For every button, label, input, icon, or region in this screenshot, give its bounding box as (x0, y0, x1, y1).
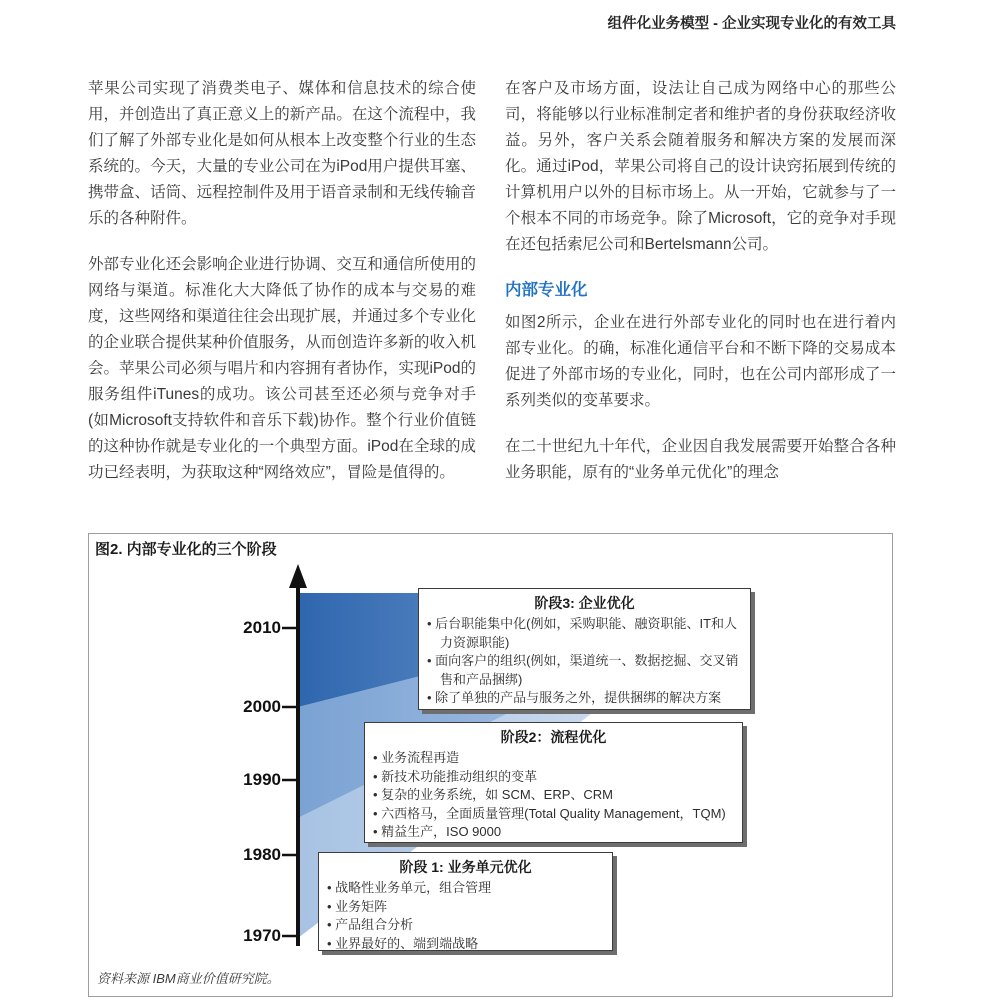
bullet-item: • 复杂的业务系统，如 SCM、ERP、CRM (373, 786, 734, 805)
stage1-bullet-list (327, 879, 604, 953)
left-column (88, 76, 476, 506)
axis-ticks (282, 628, 296, 936)
bullet-item: • 六西格马，全面质量管理(Total Quality Management，TQM) (373, 805, 734, 824)
stage1-box (318, 852, 613, 951)
running-header: 组件化业务模型 - 企业实现专业化的有效工具 (607, 16, 896, 32)
figure-source-note: 资料来源 IBM商业价值研究院。 (97, 971, 280, 986)
bullet-item: • 业界最好的、端到端战略 (327, 935, 604, 954)
paragraph: 苹果公司实现了消费类电子、媒体和信息技术的综合使用，并创造出了真正意义上的新产品。在这个流程中，我们了解了外部专业化是如何从根本上改变整个行业的生态系统的。今天，大量的专业公司在为iPod用户提供耳塞、携带盒、话筒、远程控制件及用于语音录制和无线传输音乐的各种附件。 (88, 80, 476, 227)
stage3-box (418, 588, 751, 710)
section-heading-internal-specialization: 内部专业化 (505, 281, 588, 299)
stage2-box (364, 722, 743, 843)
year-tick-label: 1970 (243, 926, 281, 945)
bullet-item: • 精益生产，ISO 9000 (373, 823, 734, 842)
bullet-item: • 新技术功能推动组织的变革 (373, 768, 734, 787)
figure-2 (88, 533, 893, 997)
stage2-bullet-list (373, 749, 734, 842)
paragraph: 如图2所示，企业在进行外部专业化的同时也在进行着内部专业化。的确，标准化通信平台和不断下降的交易成本促进了外部市场的专业化，同时，也在公司内部形成了一系列类似的变革要求。 (505, 314, 896, 409)
paragraph: 在客户及市场方面，设法让自己成为网络中心的那些公司，将能够以行业标准制定者和维护者的身份获取经济收益。另外，客户关系会随着服务和解决方案的发展而深化。通过iPod，苹果公司将自己的设计诀窍拓展到传统的计算机用户以外的目标市场上。从一开始，它就参与了一个根本不同的市场竞争。除了Microsoft，它的竞争对手现在还包括索尼公司和Bertelsmann公司。 (505, 80, 896, 253)
year-tick-label: 2000 (243, 697, 281, 716)
bullet-item: • 面向客户的组织(例如，渠道统一、数据挖掘、交叉销售和产品捆绑) (427, 652, 742, 689)
axis-arrow-up-icon (289, 564, 307, 588)
paragraph: 在二十世纪九十年代，企业因自我发展需要开始整合各种业务职能，原有的“业务单元优化”的理念 (505, 438, 896, 481)
stage2-title: 阶段2：流程优化 (500, 729, 607, 745)
right-column (505, 76, 896, 506)
bullet-item: • 战略性业务单元，组合管理 (327, 879, 604, 898)
stage1-title: 阶段 1: 业务单元优化 (399, 859, 532, 875)
stage3-title: 阶段3: 企业优化 (534, 595, 635, 611)
bullet-item: • 产品组合分析 (327, 916, 604, 935)
paragraph: 外部专业化还会影响企业进行协调、交互和通信所使用的网络与渠道。标准化大大降低了协作的成本与交易的难度，这些网络和渠道往往会出现扩展，并通过多个专业化的企业联合提供某种价值服务，从而创造许多新的收入机会。苹果公司必须与唱片和内容拥有者协作，实现iPod的服务组件iTunes的成功。该公司甚至还必须与竞争对手(如Microsoft支持软件和音乐下载)协作。整个行业价值链的这种协作就是专业化的一个典型方面。iPod在全球的成功已经表明，为获取这种“网络效应”，冒险是值得的。 (88, 256, 476, 481)
year-tick-label: 2010 (243, 618, 281, 637)
year-tick-label: 1990 (243, 770, 281, 789)
bullet-item: • 业务矩阵 (327, 898, 604, 917)
bullet-item: • 除了单独的产品与服务之外，提供捆绑的解决方案 (427, 689, 742, 708)
year-tick-label: 1980 (243, 845, 281, 864)
bullet-item: • 业务流程再造 (373, 749, 734, 768)
stage3-bullet-list (427, 615, 742, 708)
bullet-item: • 后台职能集中化(例如，采购职能、融资职能、IT和人力资源职能) (427, 615, 742, 652)
figure-caption: 图2. 内部专业化的三个阶段 (95, 541, 277, 558)
